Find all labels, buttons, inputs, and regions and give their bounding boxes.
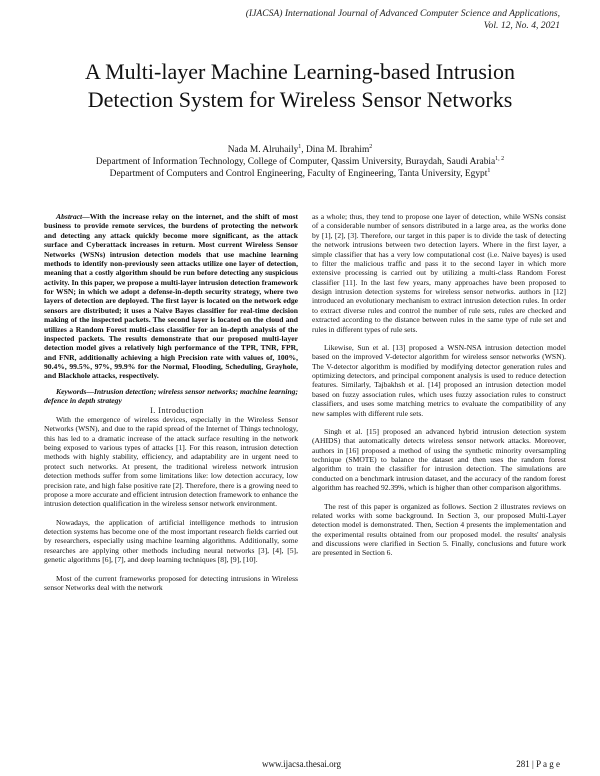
title-line-2: Detection System for Wireless Sensor Networks — [87, 87, 513, 112]
section-heading-introduction: I. Introduction — [150, 405, 204, 415]
paper-title — [40, 58, 560, 114]
intro-paragraph-3: Most of the current frameworks proposed for detecting intrusions in Wireless sensor Networks deal with the network — [44, 573, 298, 592]
author-block — [40, 144, 560, 180]
journal-header — [160, 8, 560, 32]
right-paragraph-4: The rest of this paper is organized as follows. Section 2 illustrates reviews on related works with some background. In Section 3, our proposed Multi-Layer detection model is demonstrated. Then, Section 4 presents the implementation and the experimental results obtained from our proposed model. the results' analysis and discussions were clarified in Section 5. Finally, conclusions and future work are presented in Section 6. — [312, 501, 566, 558]
abstract — [44, 212, 298, 381]
affiliation-2: Department of Computers and Control Engineering, Faculty of Engineering, Tanta University, Egypt$^1$ — [109, 167, 491, 179]
right-paragraph-2: Likewise, Sun et al. [13] proposed a WSN-NSA intrusion detection model based on the improved V-detector algorithm for wireless sensor networks (WSN). The V-detector algorithm is modified by modifying detector generation rules and optimizing detectors, and principal component analysis is used to reduce detection features. Similarly, Tajbakhsh et al. [14] proposed an intrusion detection model based on fuzzy association rules, which uses fuzzy association rules to construct classifiers, and uses some matching metrics to evaluate the compatibility of any new samples with different rule sets. — [312, 342, 566, 418]
affiliation-1: Department of Information Technology, College of Computer, Qassim University, Buraydah, Saudi Arabia$^{1, 2}$ — [95, 155, 505, 167]
left-column — [44, 212, 298, 592]
journal-line-1: (IJACSA) International Journal of Advanced Computer Science and Applications, — [245, 8, 560, 19]
title-line-1: A Multi-layer Machine Learning-based Intrusion — [84, 59, 516, 84]
abstract-lead: Abstract — [56, 212, 83, 221]
journal-line-2: Vol. 12, No. 4, 2021 — [483, 20, 560, 31]
right-paragraph-3: Singh et al. [15] proposed an advanced hybrid intrusion detection system (AHIDS) that automatically detects wireless sensor network attacks. Moreover, authors in [16] proposed a method of using the synthetic minority oversampling technique (SMOTE) to balance the dataset and then uses the random forest algorithm to train the classifier for intrusion detection. The simulations are conducted on a benchmark intrusion dataset, and the accuracy of the random forest algorithm has reached 92.39%, which is higher than other comparison algorithms. — [312, 426, 566, 493]
intro-paragraph-2: Nowadays, the application of artificial intelligence methods to intrusion detection systems has become one of the most important research fields carried out by researchers, especially using machine learning algorithms. Additionally, some researches are applying other methods including neural networks [3], [4], [5], genetic algorithms [6], [7], and deep learning techniques [8], [9], [10]. — [44, 517, 298, 565]
abstract-text: —With the increase relay on the internet, and the shift of most business to provide remote services, the burdens of protecting the network and detecting any attack quickly become more significant, as the attack surface and Cyberattack increases in return. Most current Wireless Sensor Networks (WSNs) intrusion detection models that use machine learning methods to identify non-previously seen attacks utilize one layer of detection, meaning that a costly algorithm should be run before detecting any suspicious activity. In this paper, we propose a multi-layer intrusion detection framework for WSN; in which we adopt a defense-in-depth security strategy, where two layers of detection are deployed. The first layer is located on the network edge sensors are distributed; it uses a Naive Bayes classifier for real-time decision making of the inspected packets. The second layer is located on the cloud and utilizes a Random Forest multi-class classifier for an in-depth analysis of the inspected packets. The results demonstrate that our proposed multi-layer detection model gives a relatively high performance of the TPR, TNR, FPR, and FNR, additionally achieving a high Precision rate with values of, 100%, 90.4%, 99.5%, 97%, 99.9% for the Normal, Flooding, Scheduling, Grayhole, and Blackhole attacks, respectively. — [44, 212, 298, 381]
right-paragraph-1: as a whole; thus, they tend to propose one layer of detection, while WSNs consist of a considerable number of sensors distributed in a large area, as the works done by [1], [2], [3]. Therefore, our target in this paper is to divide the task of detecting the network intrusions between two detection layers. Where in the first layer, a simple classifier that has a very low computational cost (i.e. Naive bayes) is used to filter the malicious traffic and pass it to the second layer in which more extensive processing is carried out by utilizing a multi-class Random Forest classifier [11]. In the last few years, many approaches have been proposed to design intrusion detection systems for wireless sensor networks. authors in [12] introduced an evolutionary mechanism to extract intrusion detection rules. In order to extract diverse rules and control the number of rule sets, rules are checked and extracted according to the distance between rules in the same type of rule set and rules in different types of rule sets. — [312, 212, 566, 334]
page-number: 281 | P a g e — [516, 759, 560, 769]
keywords: Keywords—Intrusion detection; wireless sensor networks; machine learning; defence in depth strategy — [44, 386, 298, 406]
intro-paragraph-1: With the emergence of wireless devices, especially in the Wireless Sensor Networks (WSN), and due to the rapid spread of the Internet of Things technology, this has led to a dramatic increase of the attack surface resulting in the network being exposed to various types of attacks [1]. For this reason, intrusion detection methods with highly stability, efficiency, and adaptability are in urgent need to protect such networks. At present, the traditional wireless network intrusion detection methods suffer from some limitations like: low detection accuracy, low precision rate, and high false positive rate [2]. Therefore, there is a growing need to propose a more accurate and efficient intrusion detection framework to enhance the intrusion detection qualification in the wireless sensor network environment. — [44, 414, 298, 509]
footer-url[interactable]: www.ijacsa.thesai.org — [262, 759, 341, 769]
right-column — [312, 212, 566, 558]
author-names: Nada M. Alruhaily$^1$, Dina M. Ibrahim$^2$ — [227, 143, 373, 155]
